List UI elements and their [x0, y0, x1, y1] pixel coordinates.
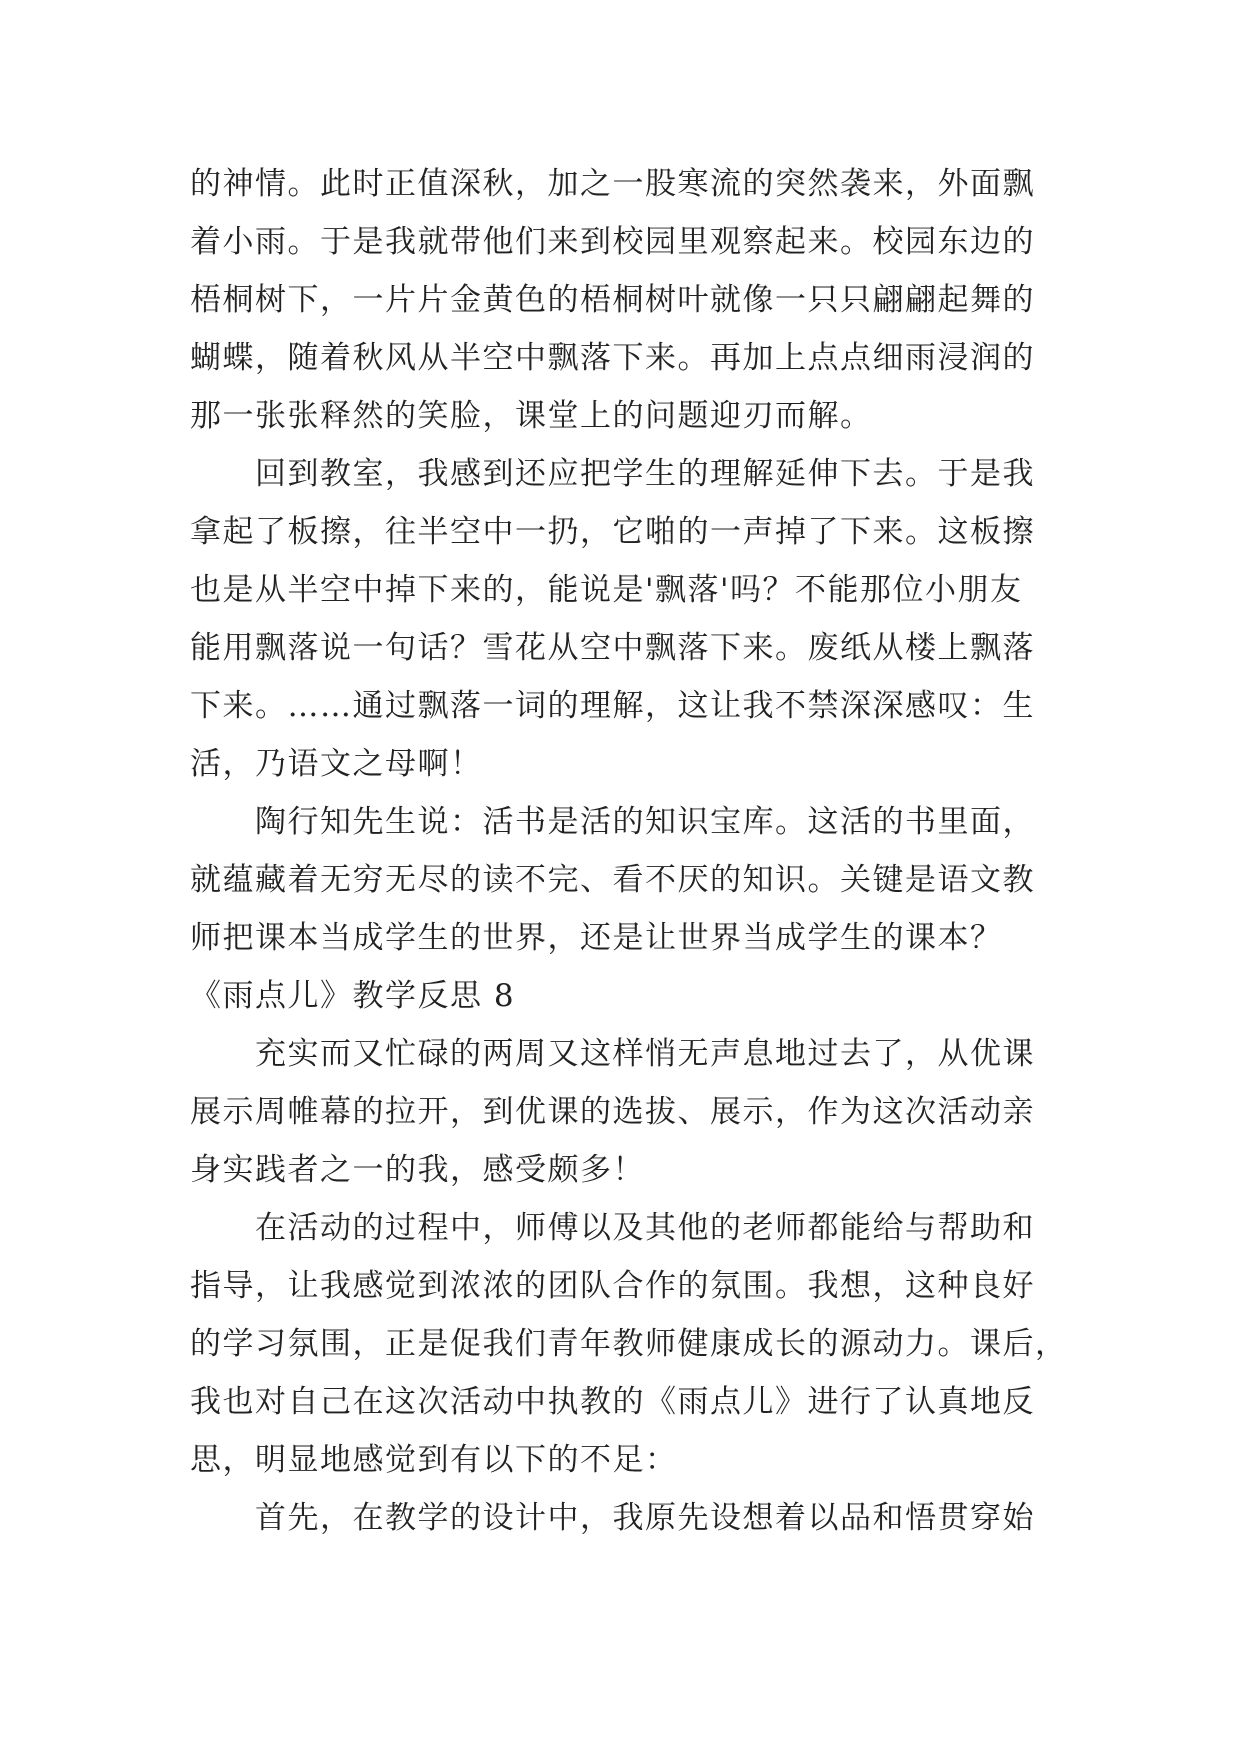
text-line: 拿起了板擦，往半空中一扔，它啪的一声掉了下来。这板擦	[190, 514, 1035, 550]
text-line: 的神情。此时正值深秋，加之一股寒流的突然袭来，外面飘	[190, 166, 1035, 202]
text-line: 充实而又忙碌的两周又这样悄无声息地过去了，从优课	[190, 1036, 1035, 1072]
text-line: 师把课本当成学生的世界，还是让世界当成学生的课本？	[190, 920, 1003, 956]
text-line: 指导，让我感觉到浓浓的团队合作的氛围。我想，这种良好	[190, 1268, 1035, 1304]
text-line: 蝴蝶，随着秋风从半空中飘落下来。再加上点点细雨浸润的	[190, 340, 1035, 376]
text-line: 首先，在教学的设计中，我原先设想着以品和悟贯穿始	[190, 1500, 1035, 1536]
text-line: 陶行知先生说：活书是活的知识宝库。这活的书里面，	[190, 804, 1035, 840]
text-line: 的学习氛围，正是促我们青年教师健康成长的源动力。课后，	[190, 1326, 1068, 1362]
text-line: 活，乃语文之母啊！	[190, 746, 483, 782]
text-line: 回到教室，我感到还应把学生的理解延伸下去。于是我	[190, 456, 1035, 492]
document-body	[190, 155, 1068, 1547]
text-line: 身实践者之一的我，感受颇多！	[190, 1152, 645, 1188]
text-line: 展示周帷幕的拉开，到优课的选拔、展示，作为这次活动亲	[190, 1094, 1035, 1130]
text-line: 能用飘落说一句话？雪花从空中飘落下来。废纸从楼上飘落	[190, 630, 1035, 666]
text-line: 在活动的过程中，师傅以及其他的老师都能给与帮助和	[190, 1210, 1035, 1246]
text-line: 我也对自己在这次活动中执教的《雨点儿》进行了认真地反	[190, 1384, 1035, 1420]
section-heading: 《雨点儿》教学反思 8	[190, 978, 516, 1014]
text-line: 那一张张释然的笑脸，课堂上的问题迎刃而解。	[190, 398, 873, 434]
text-line: 下来。……通过飘落一词的理解，这让我不禁深深感叹：生	[190, 688, 1035, 724]
text-line: 就蕴藏着无穷无尽的读不完、看不厌的知识。关键是语文教	[190, 862, 1035, 898]
text-line: 也是从半空中掉下来的，能说是'飘落'吗？不能那位小朋友	[190, 572, 1023, 608]
text-line: 思，明显地感觉到有以下的不足：	[190, 1442, 678, 1478]
text-line: 梧桐树下，一片片金黄色的梧桐树叶就像一只只翩翩起舞的	[190, 282, 1035, 318]
text-line: 着小雨。于是我就带他们来到校园里观察起来。校园东边的	[190, 224, 1035, 260]
